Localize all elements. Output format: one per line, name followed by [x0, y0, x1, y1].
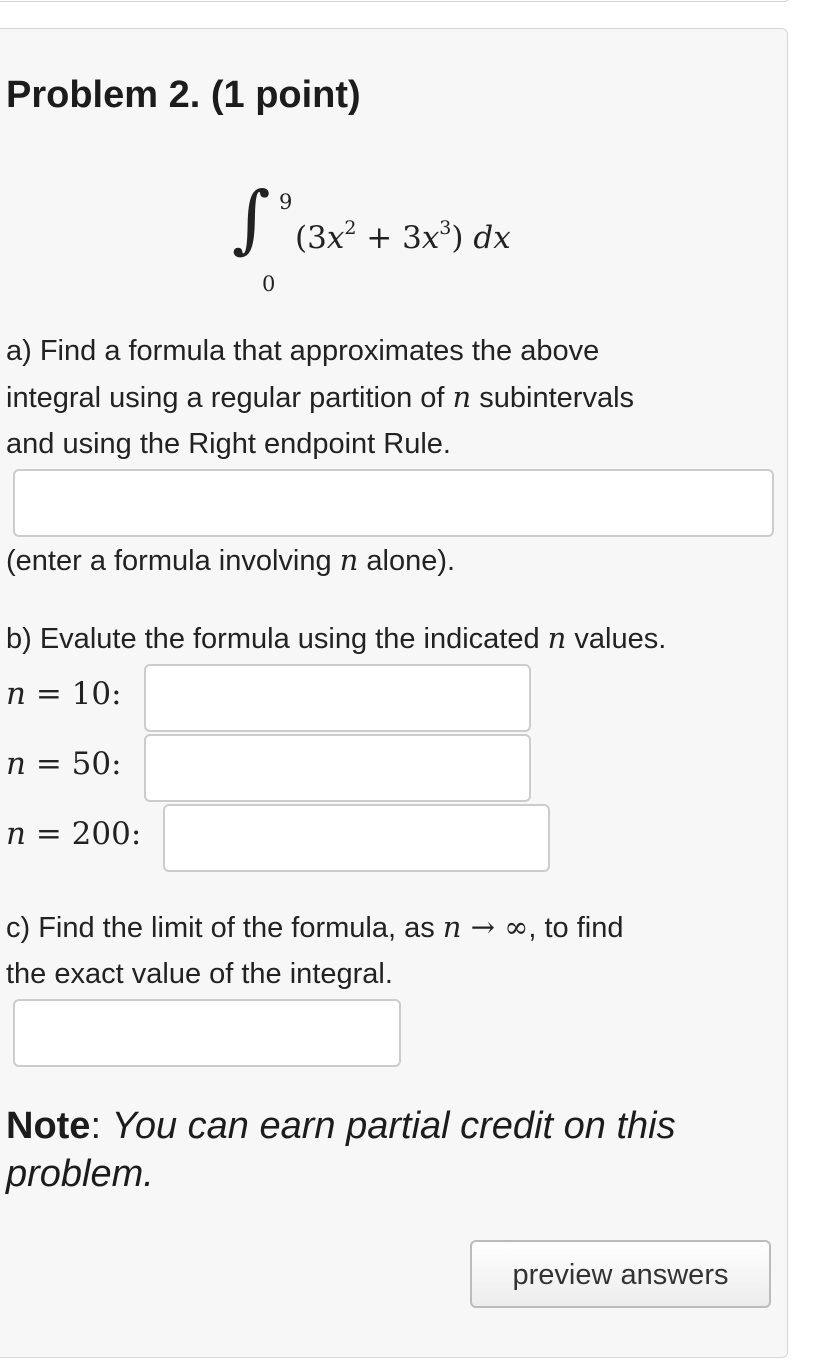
integrand-var-2: x [421, 220, 440, 256]
integrand-open: (3 [295, 220, 327, 256]
note-text-1: You can earn partial credit on this [111, 1105, 676, 1147]
note-label: Note [6, 1105, 91, 1147]
part-a-text [6, 328, 634, 467]
n-200-label: n = 200: [6, 816, 142, 852]
n-50-answer-input[interactable] [144, 734, 531, 802]
integral-upper-limit: 9 [279, 190, 293, 214]
integrand-exp-2: 3 [439, 217, 452, 239]
part-b-intro: b) Evalute the formula using the indicated n values. [6, 621, 667, 655]
part-a-line-1: a) Find a formula that approximates the above [6, 335, 600, 367]
n-50-label: n = 50: [6, 746, 122, 782]
previous-card-edge [0, 0, 790, 2]
n-10-answer-input[interactable] [144, 664, 531, 732]
part-a-answer-input[interactable] [13, 469, 774, 537]
part-c-text [6, 904, 624, 997]
integrand-dx: dx [473, 220, 511, 256]
note-text-2: problem. [6, 1153, 154, 1195]
integrand-exp-1: 2 [344, 217, 357, 239]
n-200-answer-input[interactable] [163, 804, 550, 872]
part-a-hint: (enter a formula involving n alone). [6, 543, 456, 577]
part-c-line-1: c) Find the limit of the formula, as n → ∞, to find [6, 910, 624, 944]
n-10-label: n = 10: [6, 676, 122, 712]
integral-lower-limit: 0 [262, 272, 276, 296]
partial-credit-note: Note: You can earn partial credit on this problem. [6, 1105, 676, 1195]
part-c-answer-input[interactable] [13, 999, 401, 1067]
part-a-line-3: and using the Right endpoint Rule. [6, 428, 451, 460]
part-c-line-2: the exact value of the integral. [6, 958, 393, 990]
part-a-line-2: integral using a regular partition of n subintervals [6, 380, 635, 414]
problem-title: Problem 2. (1 point) [6, 74, 361, 116]
integrand-var-1: x [326, 220, 345, 256]
preview-answers-button[interactable]: preview answers [470, 1240, 771, 1308]
integrand-close: ) [451, 220, 464, 256]
integral-sign: ∫ [232, 176, 271, 262]
integrand-plus: + 3 [356, 220, 422, 256]
integrand [295, 217, 511, 256]
